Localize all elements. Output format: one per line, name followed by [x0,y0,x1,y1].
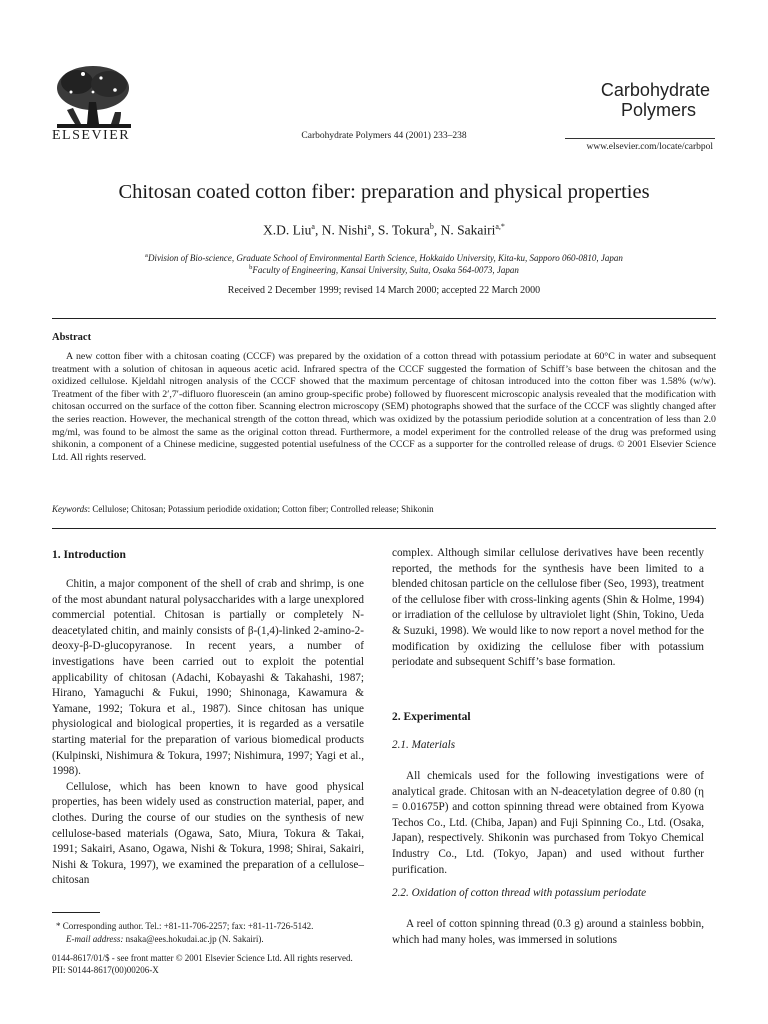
front-matter-info [52,952,353,976]
journal-title-line2: Polymers [620,100,696,120]
intro-paragraph-1: Chitin, a major component of the shell of crab and shrimp, is one of the most abundant natural polysaccharides with a large unexplored commercial potential. Chitosan is partially or completely N-deacetylated chitin, and mainly consists of β-(1,4)-linked 2-amino-2-deoxy-β-D-glucopyranose. In recent years, a number of investigations have been carried out to exploit the potential applicability of chitosan (Adachi, Kobayashi & Takahashi, 1987; Hirano, Yamaguchi & Fukui, 1990; Shinonaga, Kawamura & Yamane, 1992; Tokura et al., 1987). Since chitosan has unique physiological and biological properties, it is regarded as a versatile starting material for the preparation of various biomedical products (Kulpinski, Nishimura & Tokura, 1997; Nishimura, 1997; Yagi et al., 1998). [52,578,364,778]
author-name: N. Nishi [321,222,368,238]
author-name: S. Tokura [377,222,430,238]
section-heading-introduction: 1. Introduction [52,549,126,561]
publisher-name: ELSEVIER [52,128,131,143]
author-affiliation-mark: a [367,222,372,231]
left-column-body [52,577,364,889]
abstract-heading: Abstract [52,332,92,343]
author-affiliation-mark: b [429,222,434,231]
abstract-top-rule [52,318,716,319]
elsevier-tree-logo [53,62,135,132]
subsection-heading-materials: 2.1. Materials [392,739,456,751]
keywords-label: Keywords [52,504,88,514]
affiliation-text: Faculty of Engineering, Kansai University, Suita, Osaka 564-0073, Japan [252,265,519,275]
author-name: N. Sakairi [440,222,496,238]
journal-title [601,80,710,120]
subsection-heading-oxidation: 2.2. Oxidation of cotton thread with potassium periodate [392,887,647,899]
affiliation-mark: a [145,252,148,259]
author-separator: , [314,222,322,238]
intro-paragraph-2: Cellulose, which has been known to have good physical properties, has been widely used as construction material, paper, and clothes. During the course of our studies on the synthesis of new cellulose-based materials (Ogawa, Sato, Miura, Tokura & Takai, 1991; Sakairi, Asano, Ogawa, Nishi & Tokura, 1998; Shirai, Sakairi, Nishi & Tokura, 1997), we examined the preparation of a cellulose–chitosan [52,780,364,887]
oxidation-paragraph: A reel of cotton spinning thread (0.3 g) around a stainless bobbin, which had many holes, was immersed in solutions [392,918,704,946]
copyright-line: 0144-8617/01/$ - see front matter © 2001 Elsevier Science Ltd. All rights reserved. [52,953,353,963]
affiliation-text: Division of Bio-science, Graduate School of Environmental Earth Science, Hokkaido University, Kita-ku, Sapporo 060-0810, Japan [147,253,623,263]
section-heading-experimental: 2. Experimental [392,711,471,723]
journal-title-line1: Carbohydrate [600,80,710,100]
intro-paragraph-continued: complex. Although similar cellulose derivatives have been recently reported, the methods for the synthesis have been limited to a blended chitosan particle on the cellulose fiber (Seo, 1993), treatment of the cellulose fiber with cross-linking agents (Shin & Holme, 1994) or irradiation of the cellulose by ultraviolet light (Shin, Tokino, Ueda & Suzuki, 1998). We would like to now report a novel method for the modification by oxidizing the cellulose fiber with potassium periodate and subsequent Schiff’s base formation. [392,547,704,669]
author-name: X.D. Liu [263,222,312,238]
materials-paragraph: All chemicals used for the following investigations were of analytical grade. Chitosan with an N-deacetylation degree of 0.80 (η = 0.01675P) and cotton spinning thread were obtained from Kyowa Techos Co., Ltd. (Chiba, Japan) and Fuji Spinning Co., Ltd. (Osaka, Japan), respectively. Shikonin was purchased from Tokyo Chemical Industry Co., Ltd. (Tokyo, Japan) and used without further purification. [392,770,704,876]
corresponding-author-note: * Corresponding author. Tel.: +81-11-706-2257; fax: +81-11-726-5142. [56,921,314,931]
footnote-rule [52,912,100,913]
materials-body [392,769,704,878]
author-separator: , [371,222,378,238]
abstract-text: A new cotton fiber with a chitosan coating (CCCF) was prepared by the oxidation of a cotton thread with potassium periodate at 60°C in water and subsequent treatment with a solution of chitosan in aqueous acetic acid. Infrared spectra of the CCCF suggested the formation of Schiff’s base between the chitosan and the oxidized cellulose. Kjeldahl nitrogen analysis of the CCCF showed that the maximum percentage of chitosan introduced into the cotton fiber was 1.58% (w/w). Treatment of the fiber with 2′,7′-difluoro fluorescein (an amino group-specific probe) followed by fluorescent microscopic analysis revealed that the modification with chitosan occurred on the surface of the cotton fiber. Scanning electron microscopy (SEM) photographs showed that the surface of the CCCF was slightly changed after the series reaction. However, the mechanical strength of the cotton thread, which was oxidized by the potassium periodide solution at a concentration of less than 2.0 mg/ml, was found to be almost the same as the original cotton thread. Furthermore, a model experiment for the controlled release of the drug was preformed using shikonin, a component of a Chinese medicine, suggested potential usefulness of the CCCF as a supporter for the controlled release of drugs. © 2001 Elsevier Science Ltd. All rights reserved. [52,351,716,463]
author-affiliation-mark: a [311,222,315,231]
journal-citation: Carbohydrate Polymers 44 (2001) 233–238 [301,131,467,141]
keywords [52,504,716,514]
email-label: E-mail address: [66,934,124,944]
header-divider [565,138,715,139]
affiliation-mark: b [249,264,253,271]
oxidation-body [392,917,704,948]
keywords-list: : Cellulose; Chitosan; Potassium periodide oxidation; Cotton fiber; Controlled release; Shikonin [87,504,434,514]
footnote [52,920,382,946]
pii-line: PII: S0144-8617(00)00206-X [52,965,159,975]
journal-url[interactable]: www.elsevier.com/locate/carbpol [586,142,713,152]
affiliation-a [0,252,768,263]
email-note [52,933,382,946]
author-separator: , [433,222,441,238]
received-dates: Received 2 December 1999; revised 14 March 2000; accepted 22 March 2000 [227,285,541,296]
right-column-body-top [392,546,704,671]
author-list [0,222,768,239]
affiliation-b [0,264,768,275]
article-title: Chitosan coated cotton fiber: preparation and physical properties [118,181,650,203]
author-affiliation-mark: a,* [495,222,505,231]
email-address[interactable]: nsaka@ees.hokudai.ac.jp (N. Sakairi). [123,934,264,944]
abstract-bottom-rule [52,528,716,529]
